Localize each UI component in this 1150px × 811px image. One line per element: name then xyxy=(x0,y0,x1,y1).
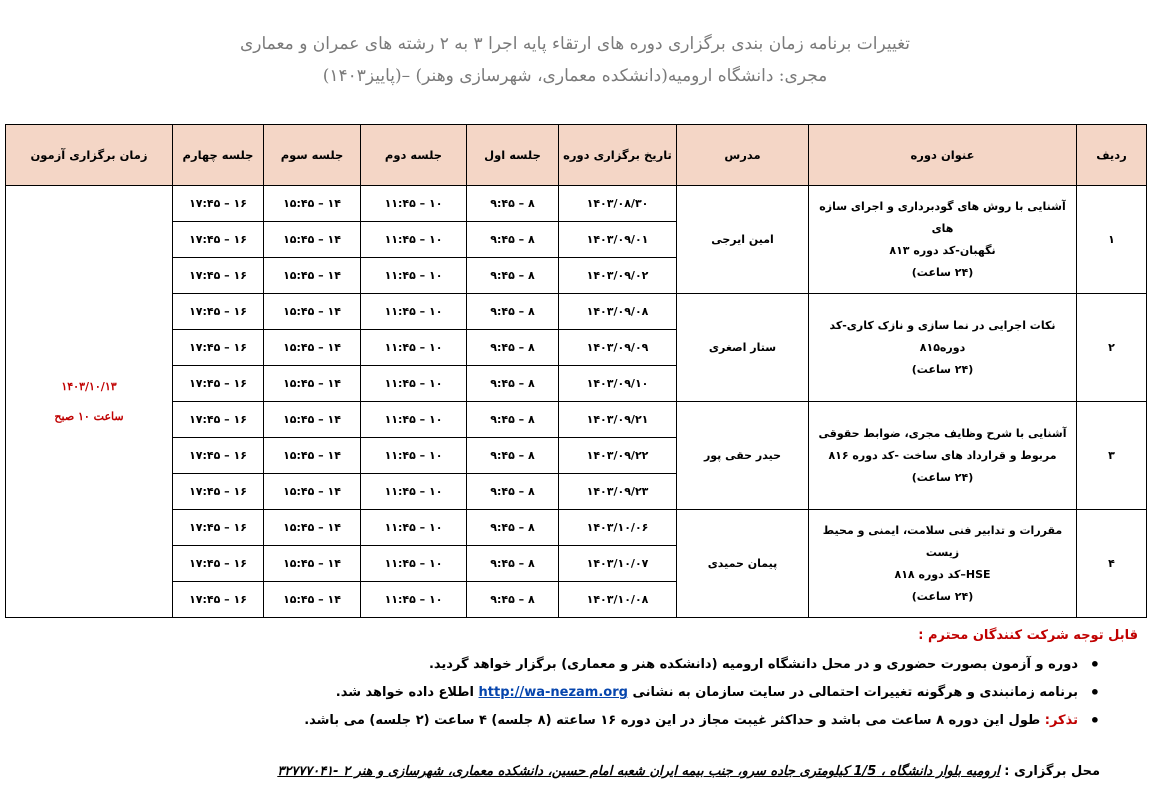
course-title-line: دوره۸۱۵ xyxy=(919,340,966,354)
session-2-time: ۱۰ – ۱۱:۴۵ xyxy=(361,546,467,582)
session-2-time: ۱۰ – ۱۱:۴۵ xyxy=(361,438,467,474)
session-2-time: ۱۰ – ۱۱:۴۵ xyxy=(361,258,467,294)
session-2-time: ۱۰ – ۱۱:۴۵ xyxy=(361,510,467,546)
venue-address: ارومیه بلوار دانشگاه ، 1/5 کیلومتری جاده سرو، جنب بیمه ایران شعبه امام حسین، دانشکده معماری، شهرسازی و هنر ۲ -۳۲۷۷۷۰۴۱ xyxy=(277,764,1000,779)
session-4-time: ۱۶ – ۱۷:۴۵ xyxy=(173,510,264,546)
course-title-line: نگهبان-کد دوره ۸۱۳ xyxy=(889,243,996,257)
course-title xyxy=(809,510,1077,618)
session-1-time: ۸ – ۹:۴۵ xyxy=(467,330,559,366)
course-date: ۱۴۰۳/۰۹/۰۸ xyxy=(559,294,677,330)
teacher-name: حیدر حقی پور xyxy=(677,402,809,510)
session-2-time: ۱۰ – ۱۱:۴۵ xyxy=(361,474,467,510)
list-item xyxy=(100,684,1100,712)
session-3-time: ۱۴ – ۱۵:۴۵ xyxy=(264,438,361,474)
teacher-name: پیمان حمیدی xyxy=(677,510,809,618)
course-date: ۱۴۰۳/۰۹/۰۲ xyxy=(559,258,677,294)
course-title xyxy=(809,186,1077,294)
header-teacher: مدرس xyxy=(677,125,809,186)
session-3-time: ۱۴ – ۱۵:۴۵ xyxy=(264,546,361,582)
row-number: ۴ xyxy=(1077,510,1147,618)
session-2-time: ۱۰ – ۱۱:۴۵ xyxy=(361,582,467,618)
course-title-line: مربوط و قرارداد های ساخت -کد دوره ۸۱۶ xyxy=(828,448,1057,462)
session-1-time: ۸ – ۹:۴۵ xyxy=(467,474,559,510)
session-3-time: ۱۴ – ۱۵:۴۵ xyxy=(264,294,361,330)
session-3-time: ۱۴ – ۱۵:۴۵ xyxy=(264,510,361,546)
table-row xyxy=(6,186,1147,222)
list-item xyxy=(100,712,1100,740)
list-item xyxy=(100,656,1100,684)
session-4-time: ۱۶ – ۱۷:۴۵ xyxy=(173,258,264,294)
session-1-time: ۸ – ۹:۴۵ xyxy=(467,438,559,474)
row-number: ۲ xyxy=(1077,294,1147,402)
session-4-time: ۱۶ – ۱۷:۴۵ xyxy=(173,474,264,510)
schedule-table xyxy=(5,124,1147,618)
course-date: ۱۴۰۳/۰۸/۳۰ xyxy=(559,186,677,222)
row-number: ۳ xyxy=(1077,402,1147,510)
reminder-label: تذکر: xyxy=(1044,713,1078,728)
note-text: اطلاع داده خواهد شد. xyxy=(335,685,474,700)
exam-time-cell xyxy=(6,186,173,618)
session-4-time: ۱۶ – ۱۷:۴۵ xyxy=(173,582,264,618)
course-title xyxy=(809,402,1077,510)
course-hours: (۲۴ ساعت) xyxy=(911,470,974,484)
session-1-time: ۸ – ۹:۴۵ xyxy=(467,366,559,402)
session-4-time: ۱۶ – ۱۷:۴۵ xyxy=(173,330,264,366)
course-title-line: HSE–کد دوره ۸۱۸ xyxy=(894,567,991,581)
session-3-time: ۱۴ – ۱۵:۴۵ xyxy=(264,186,361,222)
session-4-time: ۱۶ – ۱۷:۴۵ xyxy=(173,438,264,474)
exam-date: ۱۴۰۳/۱۰/۱۳ xyxy=(61,379,117,393)
session-4-time: ۱۶ – ۱۷:۴۵ xyxy=(173,546,264,582)
course-date: ۱۴۰۳/۱۰/۰۶ xyxy=(559,510,677,546)
notes-list xyxy=(100,656,1100,740)
course-title-line: مقررات و تدابیر فنی سلامت، ایمنی و محیط زیست xyxy=(822,523,1063,559)
session-2-time: ۱۰ – ۱۱:۴۵ xyxy=(361,186,467,222)
header-session-3: جلسه سوم xyxy=(264,125,361,186)
session-3-time: ۱۴ – ۱۵:۴۵ xyxy=(264,222,361,258)
session-1-time: ۸ – ۹:۴۵ xyxy=(467,402,559,438)
session-4-time: ۱۶ – ۱۷:۴۵ xyxy=(173,222,264,258)
table-row xyxy=(6,402,1147,438)
table-row xyxy=(6,294,1147,330)
session-2-time: ۱۰ – ۱۱:۴۵ xyxy=(361,402,467,438)
session-3-time: ۱۴ – ۱۵:۴۵ xyxy=(264,402,361,438)
note-text: طول این دوره ۸ ساعت می باشد و حداکثر غیبت مجاز در این دوره ۱۶ ساعته (۸ جلسه) ۴ ساعت (۲ جلسه) می باشد. xyxy=(304,713,1041,728)
header-exam-time: زمان برگزاری آزمون xyxy=(6,125,173,186)
teacher-name: امین ایرجی xyxy=(677,186,809,294)
course-date: ۱۴۰۳/۰۹/۲۲ xyxy=(559,438,677,474)
session-4-time: ۱۶ – ۱۷:۴۵ xyxy=(173,186,264,222)
table-header-row xyxy=(6,125,1147,186)
course-hours: (۲۴ ساعت) xyxy=(911,589,974,603)
session-1-time: ۸ – ۹:۴۵ xyxy=(467,222,559,258)
session-4-time: ۱۶ – ۱۷:۴۵ xyxy=(173,402,264,438)
header-session-4: جلسه چهارم xyxy=(173,125,264,186)
course-date: ۱۴۰۳/۰۹/۰۹ xyxy=(559,330,677,366)
session-2-time: ۱۰ – ۱۱:۴۵ xyxy=(361,222,467,258)
exam-hour: ساعت ۱۰ صبح xyxy=(54,409,124,423)
header-session-1: جلسه اول xyxy=(467,125,559,186)
session-1-time: ۸ – ۹:۴۵ xyxy=(467,546,559,582)
session-2-time: ۱۰ – ۱۱:۴۵ xyxy=(361,366,467,402)
course-date: ۱۴۰۳/۱۰/۰۸ xyxy=(559,582,677,618)
session-1-time: ۸ – ۹:۴۵ xyxy=(467,294,559,330)
session-4-time: ۱۶ – ۱۷:۴۵ xyxy=(173,294,264,330)
session-3-time: ۱۴ – ۱۵:۴۵ xyxy=(264,330,361,366)
session-1-time: ۸ – ۹:۴۵ xyxy=(467,510,559,546)
page-title: تغییرات برنامه زمان بندی برگزاری دوره های ارتقاء پایه اجرا ۳ به ۲ رشته های عمران و معماری xyxy=(239,34,911,54)
course-date: ۱۴۰۳/۰۹/۲۳ xyxy=(559,474,677,510)
header-course-title: عنوان دوره xyxy=(809,125,1077,186)
header-session-2: جلسه دوم xyxy=(361,125,467,186)
course-date: ۱۴۰۳/۱۰/۰۷ xyxy=(559,546,677,582)
session-1-time: ۸ – ۹:۴۵ xyxy=(467,186,559,222)
session-3-time: ۱۴ – ۱۵:۴۵ xyxy=(264,474,361,510)
session-3-time: ۱۴ – ۱۵:۴۵ xyxy=(264,582,361,618)
session-3-time: ۱۴ – ۱۵:۴۵ xyxy=(264,366,361,402)
course-hours: (۲۴ ساعت) xyxy=(911,265,974,279)
course-date: ۱۴۰۳/۰۹/۲۱ xyxy=(559,402,677,438)
course-title-line: آشنایی با روش های گودبرداری و اجرای سازه های xyxy=(819,199,1066,235)
course-title-line: آشنایی با شرح وظایف مجری، ضوابط حقوقی xyxy=(818,426,1067,440)
session-2-time: ۱۰ – ۱۱:۴۵ xyxy=(361,294,467,330)
website-link[interactable]: http://wa-nezam.org xyxy=(478,685,628,700)
course-date: ۱۴۰۳/۰۹/۱۰ xyxy=(559,366,677,402)
course-title xyxy=(809,294,1077,402)
session-3-time: ۱۴ – ۱۵:۴۵ xyxy=(264,258,361,294)
page-subtitle: مجری: دانشگاه ارومیه(دانشکده معماری، شهرسازی وهنر) –(پاییز۱۴۰۳) xyxy=(322,66,828,86)
session-4-time: ۱۶ – ۱۷:۴۵ xyxy=(173,366,264,402)
header-date: تاریخ برگزاری دوره xyxy=(559,125,677,186)
course-hours: (۲۴ ساعت) xyxy=(911,362,974,376)
table-row xyxy=(6,510,1147,546)
session-1-time: ۸ – ۹:۴۵ xyxy=(467,258,559,294)
session-1-time: ۸ – ۹:۴۵ xyxy=(467,582,559,618)
course-date: ۱۴۰۳/۰۹/۰۱ xyxy=(559,222,677,258)
note-text: دوره و آزمون بصورت حضوری و در محل دانشگاه ارومیه (دانشکده هنر و معماری) برگزار خواهد گردید. xyxy=(428,657,1078,672)
course-title-line: نکات اجرایی در نما سازی و نازک کاری-کد xyxy=(829,318,1056,332)
venue-line xyxy=(277,764,1100,779)
header-row-number: ردیف xyxy=(1077,125,1147,186)
row-number: ۱ xyxy=(1077,186,1147,294)
teacher-name: ستار اصغری xyxy=(677,294,809,402)
notes-heading: قابل توجه شرکت کنندگان محترم : xyxy=(918,628,1138,643)
session-2-time: ۱۰ – ۱۱:۴۵ xyxy=(361,330,467,366)
note-text: برنامه زمانبندی و هرگونه تغییرات احتمالی در سایت سازمان به نشانی xyxy=(632,685,1078,700)
venue-label: محل برگزاری : xyxy=(1004,764,1100,779)
